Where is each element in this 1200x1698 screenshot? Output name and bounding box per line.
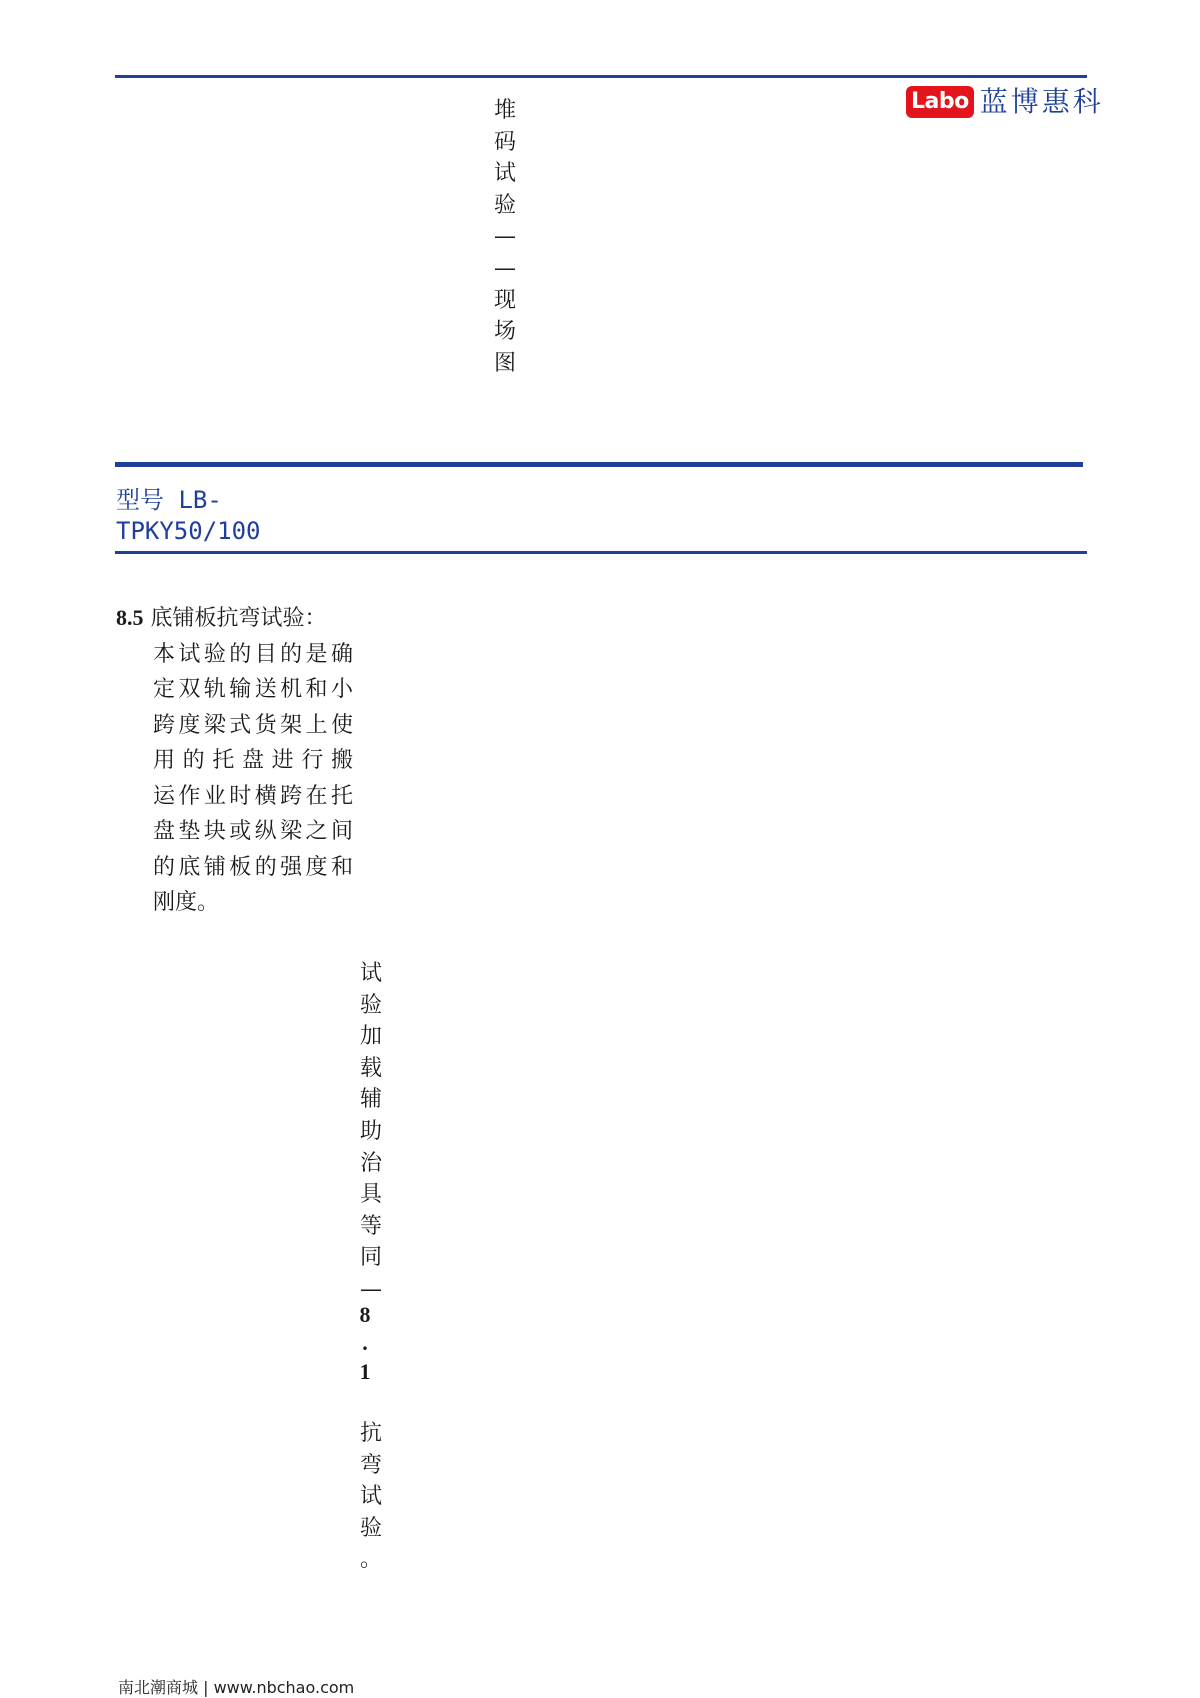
caption-char: 等 [359,1213,382,1239]
caption-char: 加 [359,1024,382,1050]
caption-char: 堆 [493,98,516,123]
caption-char: 。 [359,1547,382,1573]
section-body [153,637,353,921]
section-heading [116,600,353,637]
caption-char: 现 [493,287,516,313]
caption-char: — [494,255,516,281]
caption-char: — [494,224,516,250]
caption-char: 助 [359,1118,382,1144]
caption-char: 试 [359,1484,382,1510]
caption-char: — [360,1276,382,1302]
caption-char: . [362,1330,368,1355]
body-line: 的底铺板的强度和 [153,854,353,880]
stacking-test-caption [485,95,525,379]
caption-char: 试 [493,161,516,187]
model-line-2: TPKY50/100 [116,517,261,545]
footer-text: 南北潮商城 | www.nbchao.com [118,1678,355,1697]
section-title: 底铺板抗弯试验： [150,606,327,631]
caption-char: 试 [359,961,382,986]
section-number: 8.5 [116,605,144,630]
body-line: 运作业时横跨在托 [153,783,353,809]
brand-logo [906,85,1104,119]
caption-char: 码 [493,129,516,155]
model-line-1: 型号 LB- [116,486,222,514]
caption-char: 验 [359,992,382,1018]
caption-char: 载 [359,1055,382,1081]
caption-char: 1 [359,1359,371,1384]
body-line: 刚度。 [153,890,220,915]
fixture-caption-ref [345,1303,385,1385]
body-line: 盘垫块或纵梁之间 [153,819,353,844]
model-top-rule [115,462,1083,467]
caption-char: 验 [493,192,516,218]
logo-badge: Labo [906,86,974,118]
body-line: 定双轨输送机和小 [153,677,353,702]
caption-char: 治 [359,1150,382,1176]
caption-char: 场 [493,319,516,345]
caption-char: 8 [359,1302,371,1327]
caption-char: 抗 [359,1421,382,1446]
fixture-caption-tail [351,1418,391,1576]
body-line: 用的托盘进行搬 [153,748,353,773]
body-line: 跨度梁式货架上使 [153,712,353,738]
caption-char: 辅 [359,1087,382,1113]
caption-char: 同 [359,1245,382,1271]
logo-text: 蓝博惠科 [979,85,1104,118]
caption-char: 具 [359,1182,382,1208]
section-8-5 [116,600,353,921]
caption-char: 验 [359,1515,382,1541]
caption-char: 弯 [359,1452,382,1478]
header-rule [115,75,1087,78]
body-line: 本试验的目的是确 [153,641,353,667]
caption-char: 图 [493,350,516,376]
model-bottom-rule [115,551,1087,554]
fixture-caption [351,958,391,1306]
